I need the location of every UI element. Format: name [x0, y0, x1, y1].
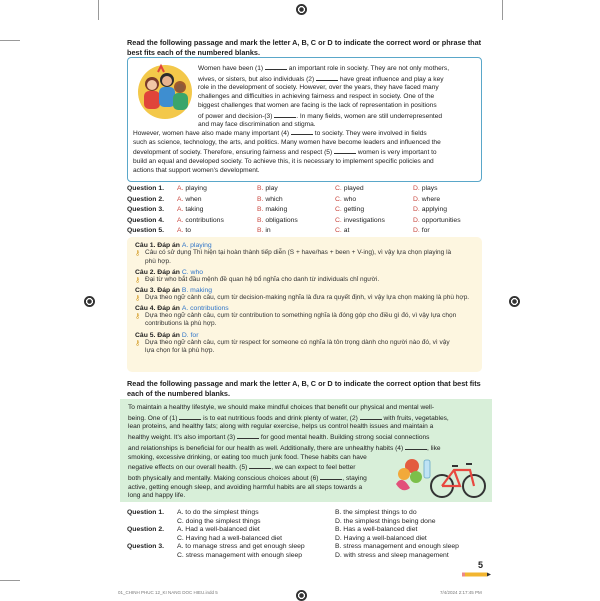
answer-explanation: ⚷ Dựa theo ngữ cảnh câu, cụm từ decision-making nghĩa là đưa ra quyết định, vì vậy lựa chọn making là phù hợp.: [135, 293, 470, 302]
answer-option[interactable]: A. contributions: [177, 216, 224, 224]
answer-option[interactable]: B. Has a well-balanced diet: [335, 526, 418, 533]
passage-1-text-bottom: [133, 128, 478, 176]
passage-line: build an equal and developed society. To achieve this, it is necessary to implement specific policies and: [133, 158, 434, 166]
answer-option[interactable]: C. investigations: [335, 216, 385, 224]
question-row: [127, 185, 497, 195]
passage-line: active, getting enough sleep, and avoiding harmful habits are all steps towards a: [128, 483, 363, 491]
instruction-1: Read the following passage and mark the letter A, B, C or D to indicate the correct word or phrase that best fits each of the numbered blanks.: [127, 38, 482, 57]
answer-blank[interactable]: [249, 462, 271, 469]
answer-option[interactable]: B. play: [257, 185, 278, 192]
answer-option[interactable]: C. doing the simplest things: [177, 517, 261, 525]
answer-option[interactable]: D. plays: [413, 185, 438, 192]
answer-option[interactable]: D. for: [413, 227, 430, 234]
crop-mark: [0, 580, 20, 581]
passage-line: biggest challenges that women are facing is the lack of representation in positions: [198, 101, 437, 109]
passage-2: [120, 399, 492, 502]
answer-option[interactable]: D. Having a well-balanced diet: [335, 534, 427, 542]
answer-option[interactable]: D. where: [413, 195, 441, 203]
passage-line: actions that support women's development.: [133, 166, 260, 174]
answer-option[interactable]: A. to do the simplest things: [177, 509, 259, 516]
registration-mark-icon: [509, 296, 520, 307]
answer-blank[interactable]: [179, 413, 201, 420]
passage-line: challenges and difficulties in achieving fairness and respect in society. One of the: [198, 93, 435, 101]
answer-option[interactable]: D. with stress and sleep management: [335, 551, 449, 559]
passage-line: such as science, technology, the arts, and politics. Many women have become leaders and influenced the: [133, 138, 441, 146]
answer-heading: Câu 5. Đáp án D. for: [135, 331, 199, 339]
passage-1: [127, 57, 482, 182]
answer-blank[interactable]: [291, 128, 313, 135]
women-group-illustration: [134, 62, 196, 120]
answer-explanation: ⚷ Câu có sử dụng Thì hiện tại hoàn thành tiếp diễn (S + have/has + been + V-ing), vì vậy lựa chọn playing là phù hợp.: [135, 249, 452, 265]
key-icon: ⚷: [135, 294, 141, 302]
answer-option[interactable]: A. when: [177, 195, 202, 203]
question-row: [127, 206, 497, 216]
question-label: Question 1.: [127, 185, 165, 192]
passage-line: healthy weight. It's also important (3) for good mental health. Building strong social connections: [128, 434, 430, 442]
registration-mark-icon: [84, 296, 95, 307]
key-icon: ⚷: [135, 276, 141, 284]
answer-option[interactable]: C. who: [335, 195, 357, 203]
passage-line: To maintain a healthy lifestyle, we should make mindful choices that benefit our physical and mental well-: [128, 404, 435, 411]
footer-filename: 01_CHINH PHUC 12_KI NANG DOC HIEU.indd 5: [118, 590, 218, 595]
passage-line: wives, or sisters, but also individuals (2) have great influence and play a key: [198, 75, 444, 83]
answer-blank[interactable]: [360, 413, 382, 420]
passage-line: Women have been (1) an important role in society. They are not only mothers,: [198, 65, 450, 72]
answer-blank[interactable]: [274, 111, 296, 118]
answer-option[interactable]: B. in: [257, 227, 271, 234]
question-row: [127, 217, 497, 227]
answer-blank[interactable]: [265, 63, 287, 70]
question-label: Question 3.: [127, 543, 165, 550]
answer-heading: Câu 2. Đáp án C. who: [135, 268, 203, 276]
pencil-icon: [462, 572, 492, 577]
passage-line: negative effects on our overall health. (5) , we can expect to feel better: [128, 464, 356, 472]
passage-line: development of society. Therefore, ensuring fairness and respect (5) women is very important to: [133, 149, 437, 157]
registration-mark-icon: [296, 590, 307, 601]
healthy-lifestyle-illustration: [382, 444, 490, 500]
passage-line: long and happy life.: [128, 492, 186, 500]
crop-mark: [502, 0, 503, 20]
footer-timestamp: 7/4/2024 2:17:45 PM: [440, 590, 482, 595]
answer-explanations: [127, 237, 482, 372]
passage-line: both physically and mentally. Making conscious choices about (6) , staying: [128, 474, 367, 482]
answer-option[interactable]: B. stress management and enough sleep: [335, 543, 459, 550]
passage-line: However, women have also made many important (4) to society. They were involved in fields: [133, 130, 427, 137]
answer-heading: Câu 3. Đáp án B. making: [135, 286, 213, 294]
answer-option[interactable]: B. obligations: [257, 216, 298, 224]
page-number: 5: [478, 560, 484, 570]
answer-option[interactable]: D. opportunities: [413, 216, 461, 224]
crop-mark: [98, 0, 99, 20]
answer-option[interactable]: A. to: [177, 227, 191, 234]
crop-mark: [0, 40, 20, 41]
answer-option[interactable]: C. played: [335, 185, 364, 192]
answer-option[interactable]: D. the simplest things being done: [335, 517, 436, 525]
passage-line: lean proteins, and healthy fats; along with regular exercise, helps us control health issues and maintain a: [128, 423, 434, 431]
key-icon: ⚷: [135, 339, 141, 347]
passage-line: and relationships is beneficial for our health as well. Additionally, there are unhealthy habits (4) , like: [128, 444, 441, 452]
key-icon: ⚷: [135, 312, 141, 320]
answer-option[interactable]: B. the simplest things to do: [335, 509, 417, 516]
question-label: Question 2.: [127, 195, 165, 203]
answer-blank[interactable]: [334, 147, 356, 154]
passage-line: of power and decision-(3) . In many fields, women are still underrepresented: [198, 112, 443, 120]
answer-option[interactable]: C. at: [335, 227, 350, 234]
passage-line: and may face discrimination and stigma.: [198, 121, 316, 129]
key-icon: ⚷: [135, 250, 141, 257]
answer-option[interactable]: A. Had a well-balanced diet: [177, 526, 260, 533]
answer-option[interactable]: C. getting: [335, 206, 365, 213]
passage-line: being. One of (1) is to eat nutritious foods and drink plenty of water, (2) with fruits, vegetables,: [128, 414, 449, 422]
question-label: Question 4.: [127, 216, 165, 224]
answer-explanation: ⚷ Đại từ who bắt đầu mệnh đề quan hệ bổ nghĩa cho danh từ individuals chỉ người.: [135, 275, 380, 284]
answer-option[interactable]: A. playing: [177, 185, 207, 192]
instruction-2: Read the following passage and mark the letter A, B, C or D to indicate the correct option that best fits each of the numbered blanks.: [127, 379, 481, 398]
answer-heading: Câu 4. Đáp án A. contributions: [135, 304, 229, 312]
question-label: Question 2.: [127, 526, 165, 533]
passage-line: role in the development of society. However, over the years, they have faced many: [198, 84, 439, 92]
answer-option[interactable]: A. taking: [177, 206, 204, 213]
answer-option[interactable]: A. to manage stress and get enough sleep: [177, 543, 305, 550]
passage-line: smoking, excessive drinking, or eating too much junk food. These habits can have: [128, 453, 367, 461]
answer-blank[interactable]: [316, 74, 338, 81]
answer-option[interactable]: D. applying: [413, 206, 448, 213]
question-row: [127, 227, 497, 237]
answer-option[interactable]: B. which: [257, 195, 283, 203]
question-label: Question 3.: [127, 206, 165, 213]
answer-blank[interactable]: [237, 432, 259, 439]
answer-option[interactable]: B. making: [257, 206, 288, 213]
registration-mark-icon: [296, 4, 307, 15]
answer-blank[interactable]: [320, 473, 342, 480]
answer-explanation: ⚷ Dựa theo ngữ cảnh câu, cụm từ contribution to something nghĩa là đóng góp cho điều gì đó, vì vậy lựa chọn contributions là phù hợp.: [135, 311, 457, 328]
question-label: Question 1.: [127, 509, 165, 516]
passage-1-text-top: [198, 63, 478, 130]
question-label: Question 5.: [127, 227, 165, 234]
answer-option[interactable]: C. stress management with enough sleep: [177, 551, 303, 559]
question-row: [127, 196, 497, 206]
answer-option[interactable]: C. Having had a well-balanced diet: [177, 534, 283, 542]
answer-explanation: ⚷ Dựa theo ngữ cảnh câu, cụm từ respect for someone có nghĩa là tôn trọng dành cho người nào đó, vì vậy lựa chọn for là phù hợp.: [135, 338, 450, 355]
answer-heading: Câu 1. Đáp án A. playing: [135, 242, 212, 249]
